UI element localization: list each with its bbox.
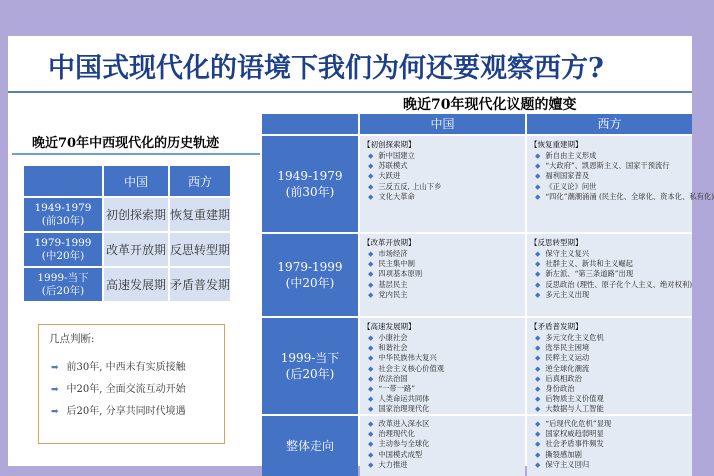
item-list xyxy=(360,416,525,470)
west-cell xyxy=(527,234,692,316)
diamond-bullet-icon: ◆ xyxy=(368,192,374,201)
left-heading: 晚近70年中西现代化的历史轨迹 xyxy=(32,136,220,151)
arrow-right-icon: ➡ xyxy=(51,407,59,417)
diamond-bullet-icon: ◆ xyxy=(535,385,541,394)
item-list xyxy=(527,151,714,202)
west-cell xyxy=(527,318,692,414)
slide xyxy=(8,36,714,469)
diamond-bullet-icon: ◆ xyxy=(535,280,541,289)
list-item xyxy=(360,364,525,374)
title-divider xyxy=(8,91,692,93)
list-item xyxy=(360,290,525,300)
diamond-bullet-icon: ◆ xyxy=(535,354,541,363)
list-item xyxy=(527,161,692,171)
right-table-header-west: 西方 xyxy=(527,114,692,134)
item-list xyxy=(360,333,525,415)
list-item-text: 基层民主 xyxy=(378,279,408,289)
diamond-bullet-icon: ◆ xyxy=(368,364,374,373)
list-item xyxy=(527,290,692,300)
phase-tag: 【初创探索期】 xyxy=(363,140,416,149)
list-item-text: 苏联模式 xyxy=(378,161,408,171)
list-item xyxy=(360,269,525,279)
judgment-text: 中20年, 全面交流互动开始 xyxy=(66,384,186,395)
period-span: (前30年) xyxy=(285,185,335,199)
list-item-text: 小康社会 xyxy=(378,333,408,342)
phase-tag: 【恢复重建期】 xyxy=(530,140,583,149)
list-item xyxy=(527,384,692,394)
list-item-text: 社会矛盾事件频发 xyxy=(545,439,604,449)
list-item xyxy=(360,333,525,343)
item-list xyxy=(360,249,525,300)
diamond-bullet-icon: ◆ xyxy=(535,374,541,383)
list-item-text: 治理现代化 xyxy=(378,429,415,439)
diamond-bullet-icon: ◆ xyxy=(535,405,541,414)
diamond-bullet-icon: ◆ xyxy=(535,162,541,171)
judgment-item xyxy=(51,380,186,395)
diamond-bullet-icon: ◆ xyxy=(535,334,541,342)
list-item xyxy=(527,259,692,269)
list-item xyxy=(360,460,525,470)
list-item xyxy=(360,394,525,404)
table-row xyxy=(24,198,230,231)
list-item-text: 保守主义复兴 xyxy=(545,249,590,258)
list-item-text: 大跃进 xyxy=(378,171,401,181)
diamond-bullet-icon: ◆ xyxy=(535,172,541,181)
list-item xyxy=(360,182,525,192)
judgment-item xyxy=(51,402,186,417)
diamond-bullet-icon: ◆ xyxy=(368,420,374,428)
item-list xyxy=(527,416,692,470)
period-cell xyxy=(262,234,358,316)
list-item-text: 民主集中制 xyxy=(378,259,415,269)
list-item xyxy=(360,450,525,460)
right-subtitle: 晚近70年现代化议题的嬗变 xyxy=(403,97,577,113)
list-item xyxy=(527,404,692,414)
diamond-bullet-icon: ◆ xyxy=(368,440,374,449)
list-item-text: “四化”潮潮涌涌 (民主化、全球化、资本化、私有化) xyxy=(545,191,714,201)
list-item xyxy=(527,419,692,429)
left-table-header-china: 中国 xyxy=(104,166,168,196)
diamond-bullet-icon: ◆ xyxy=(535,250,541,258)
period-span: (后20年) xyxy=(41,284,85,297)
right-table-corner xyxy=(262,114,358,134)
west-phase: 恢复重建期 xyxy=(170,198,230,231)
period-cell xyxy=(262,136,358,232)
list-item xyxy=(527,343,692,353)
list-item-text: 四项基本原则 xyxy=(378,269,423,279)
phase-tag: 【矛盾普发期】 xyxy=(530,322,583,331)
list-item-text: 反思政治 (理性、原子化个人主义、绝对权利) xyxy=(545,279,693,289)
left-table xyxy=(22,164,232,303)
diamond-bullet-icon: ◆ xyxy=(368,450,374,459)
list-item-text: 国家治理现代化 xyxy=(378,404,430,414)
china-phase: 初创探索期 xyxy=(104,198,168,231)
period-span: (中20年) xyxy=(285,276,335,290)
list-item-text: 改革进入深水区 xyxy=(378,419,430,428)
period-cell xyxy=(262,318,358,414)
list-item xyxy=(360,404,525,414)
diamond-bullet-icon: ◆ xyxy=(368,405,374,414)
phase-tag: 【高速发展期】 xyxy=(363,322,416,331)
list-item-text: 新自由主义形成 xyxy=(545,151,597,160)
china-cell xyxy=(360,318,525,414)
diamond-bullet-icon: ◆ xyxy=(368,250,374,258)
west-phase: 矛盾普发期 xyxy=(170,268,230,301)
china-phase: 改革开放期 xyxy=(104,233,168,266)
list-item-text: 主动参与全球化 xyxy=(378,439,430,449)
list-item-text: 身份政治 xyxy=(545,384,575,394)
period-years: 1999-当下 xyxy=(37,271,89,284)
list-item-text: 多元文化主义危机 xyxy=(545,333,604,342)
list-item xyxy=(527,394,692,404)
list-item-text: 后真相政治 xyxy=(545,373,582,383)
list-item xyxy=(360,353,525,363)
item-list xyxy=(360,151,525,202)
period-years: 整体走向 xyxy=(285,439,334,453)
diamond-bullet-icon: ◆ xyxy=(368,182,374,191)
china-phase: 高速发展期 xyxy=(104,268,168,301)
list-item xyxy=(527,182,692,192)
diamond-bullet-icon: ◆ xyxy=(535,364,541,373)
judgment-title: 几点判断: xyxy=(49,333,95,345)
judgment-item xyxy=(51,358,186,373)
list-item-text: 文化大革命 xyxy=(378,191,415,201)
diamond-bullet-icon: ◆ xyxy=(368,344,374,353)
list-item-text: 新中国建立 xyxy=(378,151,415,160)
list-item-text: “一带一路” xyxy=(378,384,416,394)
judgment-text: 前30年, 中西未有实质接触 xyxy=(66,362,186,373)
list-item-text: 社群主义、新共和主义崛起 xyxy=(545,259,633,269)
list-item xyxy=(360,259,525,269)
judgment-text: 后20年, 分享共同时代境遇 xyxy=(66,406,186,417)
list-item xyxy=(360,384,525,394)
list-item-text: 撕裂感加剧 xyxy=(545,449,582,459)
diamond-bullet-icon: ◆ xyxy=(535,344,541,353)
right-table xyxy=(262,114,714,469)
diamond-bullet-icon: ◆ xyxy=(535,440,541,449)
list-item xyxy=(527,450,692,460)
list-item-text: 大力推进 xyxy=(378,459,408,469)
diamond-bullet-icon: ◆ xyxy=(535,152,541,160)
china-cell xyxy=(360,136,525,232)
list-item xyxy=(360,343,525,353)
list-item xyxy=(527,151,692,161)
diamond-bullet-icon: ◆ xyxy=(535,290,541,299)
period-cell xyxy=(24,233,102,266)
list-item xyxy=(527,269,692,279)
judgment-box xyxy=(38,324,225,444)
diamond-bullet-icon: ◆ xyxy=(535,260,541,269)
diamond-bullet-icon: ◆ xyxy=(368,395,374,404)
diamond-bullet-icon: ◆ xyxy=(535,182,541,191)
diamond-bullet-icon: ◆ xyxy=(368,374,374,383)
list-item-text: 大数据与人工智能 xyxy=(545,404,604,414)
list-item xyxy=(527,364,692,374)
arrow-right-icon: ➡ xyxy=(51,363,59,373)
china-cell xyxy=(360,416,525,476)
list-item-text: 选举民主困境 xyxy=(545,343,590,353)
list-item xyxy=(360,171,525,181)
list-item-text: 中国模式成型 xyxy=(378,449,423,459)
table-row xyxy=(24,233,230,266)
list-item xyxy=(360,439,525,449)
list-item-text: 三反五反, 上山下乡 xyxy=(378,181,442,191)
table-row xyxy=(24,268,230,301)
list-item-text: 保守主义回归 xyxy=(545,459,590,469)
west-phase: 反思转型期 xyxy=(170,233,230,266)
list-item-text: 国家权威趋弱明显 xyxy=(545,429,604,439)
left-table-header-west: 西方 xyxy=(170,166,230,196)
list-item xyxy=(360,192,525,202)
period-cell xyxy=(24,198,102,231)
page-title: 中国式现代化的语境下我们为何还要观察西方? xyxy=(48,53,604,84)
diamond-bullet-icon: ◆ xyxy=(535,270,541,279)
period-years: 1999-当下 xyxy=(280,351,340,365)
diamond-bullet-icon: ◆ xyxy=(368,385,374,394)
period-span: (中20年) xyxy=(41,249,85,262)
diamond-bullet-icon: ◆ xyxy=(535,395,541,404)
period-years: 1979-1999 xyxy=(277,260,343,274)
diamond-bullet-icon: ◆ xyxy=(368,162,374,171)
list-item xyxy=(527,439,692,449)
diamond-bullet-icon: ◆ xyxy=(535,460,541,469)
phase-tag: 【反思转型期】 xyxy=(530,238,583,247)
list-item xyxy=(527,374,692,384)
diamond-bullet-icon: ◆ xyxy=(535,420,541,428)
list-item xyxy=(360,374,525,384)
list-item-text: 和谐社会 xyxy=(378,343,408,353)
list-item-text: 逆全球化潮流 xyxy=(545,363,590,373)
list-item xyxy=(527,249,692,259)
list-item xyxy=(360,151,525,161)
list-item-text: “大政府”、凯恩斯主义、国家干预流行 xyxy=(545,161,670,171)
period-cell xyxy=(262,416,358,476)
diamond-bullet-icon: ◆ xyxy=(368,280,374,289)
left-heading-divider xyxy=(12,153,260,155)
list-item-text: 人类命运共同体 xyxy=(378,394,430,404)
period-span: (后20年) xyxy=(285,367,335,381)
china-cell xyxy=(360,234,525,316)
period-cell xyxy=(24,268,102,301)
diamond-bullet-icon: ◆ xyxy=(368,152,374,160)
item-list xyxy=(527,249,692,300)
list-item xyxy=(360,161,525,171)
left-table-corner xyxy=(24,166,102,196)
diamond-bullet-icon: ◆ xyxy=(368,460,374,469)
phase-tag: 【改革开放期】 xyxy=(363,238,416,247)
period-years: 1949-1979 xyxy=(34,201,92,214)
list-item-text: 党内民主 xyxy=(378,289,408,299)
diamond-bullet-icon: ◆ xyxy=(368,260,374,269)
diamond-bullet-icon: ◆ xyxy=(368,172,374,181)
list-item-text: 市场经济 xyxy=(378,249,408,258)
list-item xyxy=(527,429,692,439)
diamond-bullet-icon: ◆ xyxy=(535,450,541,459)
list-item xyxy=(527,280,692,290)
list-item xyxy=(360,419,525,429)
list-item xyxy=(360,280,525,290)
period-span: (前30年) xyxy=(41,214,85,227)
list-item-text: 社会主义核心价值观 xyxy=(378,363,445,373)
list-item xyxy=(360,429,525,439)
list-item-text: 新左派、“第三条道路”出现 xyxy=(545,269,634,279)
list-item xyxy=(527,353,692,363)
list-item xyxy=(527,333,692,343)
list-item xyxy=(527,171,692,181)
list-item-text: 依法治国 xyxy=(378,373,408,383)
list-item-text: 多元主义出现 xyxy=(545,289,590,299)
diamond-bullet-icon: ◆ xyxy=(368,334,374,342)
period-years: 1949-1979 xyxy=(277,169,343,183)
diamond-bullet-icon: ◆ xyxy=(368,290,374,299)
list-item xyxy=(527,191,714,202)
list-item-text: 民粹主义运动 xyxy=(545,353,590,363)
list-item-text: “后现代化危机”显现 xyxy=(545,419,612,428)
right-table-header-china: 中国 xyxy=(360,114,525,134)
period-years: 1979-1999 xyxy=(34,236,92,249)
list-item-text: 中华民族伟大复兴 xyxy=(378,353,437,363)
west-cell xyxy=(527,136,714,232)
list-item-text: 福利国家普及 xyxy=(545,171,590,181)
diamond-bullet-icon: ◆ xyxy=(368,270,374,279)
arrow-right-icon: ➡ xyxy=(51,385,59,395)
list-item xyxy=(527,460,692,470)
list-item-text: 后物质主义价值观 xyxy=(545,394,604,404)
west-cell xyxy=(527,416,692,476)
diamond-bullet-icon: ◆ xyxy=(368,354,374,363)
list-item xyxy=(360,249,525,259)
item-list xyxy=(527,333,692,415)
diamond-bullet-icon: ◆ xyxy=(535,192,541,201)
diamond-bullet-icon: ◆ xyxy=(535,430,541,439)
list-item-text: 《正义论》问世 xyxy=(545,181,597,191)
diamond-bullet-icon: ◆ xyxy=(368,430,374,439)
